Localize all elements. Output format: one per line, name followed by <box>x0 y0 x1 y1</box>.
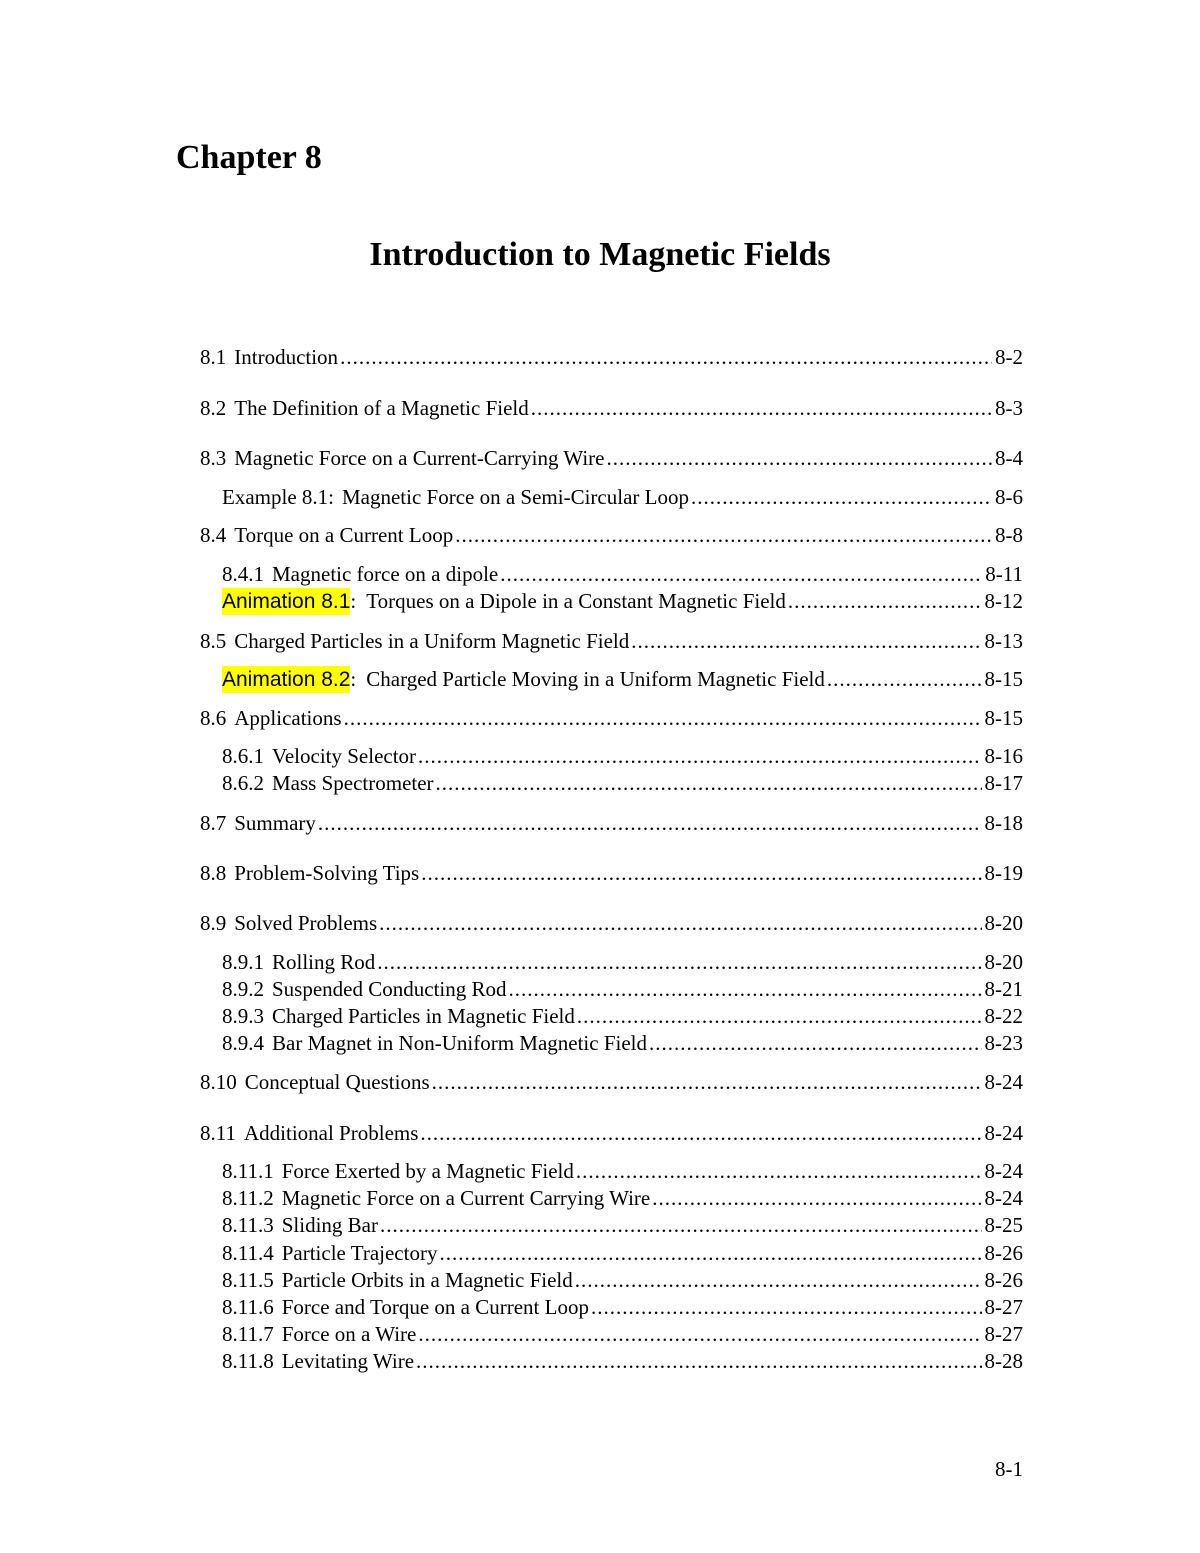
toc-page: 8-27 <box>984 1322 1023 1346</box>
toc-entry-8-11-1[interactable] <box>222 1157 1023 1185</box>
toc-leader <box>340 343 992 371</box>
page-number: 8-1 <box>995 1457 1023 1481</box>
toc-entry-8-9-3[interactable] <box>222 1002 1023 1030</box>
toc-page: 8-4 <box>995 446 1023 470</box>
toc-number: 8.11.6 <box>222 1295 274 1319</box>
toc-entry-8-4[interactable] <box>200 521 1023 549</box>
toc-leader <box>500 560 982 588</box>
toc-page: 8-27 <box>984 1295 1023 1319</box>
toc-number: 8.9.2 <box>222 977 264 1001</box>
toc-leader <box>788 587 982 615</box>
toc-page: 8-24 <box>984 1070 1023 1094</box>
toc-page: 8-11 <box>985 562 1023 586</box>
toc-leader <box>432 1068 982 1096</box>
toc-title: Charged Particle Moving in a Uniform Magnetic Field <box>366 667 825 691</box>
toc-page: 8-6 <box>995 485 1023 509</box>
toc-leader <box>416 1347 981 1375</box>
toc-number: 8.4.1 <box>222 562 264 586</box>
toc-leader <box>455 521 992 549</box>
toc-leader <box>652 1184 981 1212</box>
toc-title: The Definition of a Magnetic Field <box>234 396 529 420</box>
toc-entry-8-9-1[interactable] <box>222 948 1023 976</box>
toc-number: 8.9.4 <box>222 1031 264 1055</box>
toc-title: Magnetic Force on a Current Carrying Wire <box>281 1186 651 1210</box>
toc-number: 8.11.1 <box>222 1159 274 1183</box>
animation-link[interactable]: Animation 8.2 <box>222 666 350 693</box>
toc-leader <box>377 948 981 976</box>
toc-number: 8.6.1 <box>222 744 264 768</box>
toc-leader <box>606 444 992 472</box>
toc-page: 8-15 <box>984 667 1023 691</box>
toc-title: Charged Particles in Magnetic Field <box>272 1004 575 1028</box>
toc-entry-8-11[interactable] <box>200 1119 1023 1147</box>
toc-number: 8.4 <box>200 523 227 547</box>
toc-number: 8.3 <box>200 446 227 470</box>
toc-title: Velocity Selector <box>272 744 417 768</box>
toc-page: 8-24 <box>984 1159 1023 1183</box>
toc-page: 8-25 <box>984 1213 1023 1237</box>
toc-title: Particle Trajectory <box>281 1241 438 1265</box>
toc-title: Additional Problems <box>243 1121 419 1145</box>
animation-link[interactable]: Animation 8.1 <box>222 588 350 615</box>
toc-entry-8-11-3[interactable] <box>222 1211 1023 1239</box>
toc-entry-8-6-1[interactable] <box>222 742 1023 770</box>
toc-leader <box>576 1157 982 1185</box>
toc-entry-8-9-2[interactable] <box>222 975 1023 1003</box>
toc-title: Problem-Solving Tips <box>234 861 420 885</box>
toc-entry-animation-8-1[interactable] <box>222 587 1023 615</box>
toc-leader <box>531 394 992 422</box>
toc-number: 8.11.8 <box>222 1349 274 1373</box>
toc-page: 8-28 <box>984 1349 1023 1373</box>
toc-title: Introduction <box>234 345 339 369</box>
toc-number: 8.6 <box>200 706 227 730</box>
toc-page: 8-20 <box>984 950 1023 974</box>
toc-entry-8-6-2[interactable] <box>222 769 1023 797</box>
toc-entry-8-7[interactable] <box>200 809 1023 837</box>
toc-colon: : <box>350 589 357 613</box>
toc-entry-animation-8-2[interactable] <box>222 665 1023 693</box>
toc-title: Magnetic Force on a Current-Carrying Wire <box>234 446 605 470</box>
toc-number: 8.6.2 <box>222 771 264 795</box>
toc-leader <box>318 809 982 837</box>
toc-leader <box>418 1320 981 1348</box>
toc-page: 8-26 <box>984 1241 1023 1265</box>
toc-entry-8-11-5[interactable] <box>222 1266 1023 1294</box>
toc-title: Summary <box>234 811 316 835</box>
chapter-title: Introduction to Magnetic Fields <box>369 236 831 273</box>
toc-number: 8.11.4 <box>222 1241 274 1265</box>
toc-title: Force on a Wire <box>281 1322 417 1346</box>
toc-page: 8-19 <box>984 861 1023 885</box>
toc-leader <box>577 1002 982 1030</box>
toc-page: 8-20 <box>984 911 1023 935</box>
toc-entry-8-6[interactable] <box>200 704 1023 732</box>
toc-leader <box>379 909 981 937</box>
toc-page: 8-26 <box>984 1268 1023 1292</box>
toc-page: 8-2 <box>995 345 1023 369</box>
toc-title: Rolling Rod <box>272 950 376 974</box>
toc-number: 8.2 <box>200 396 227 420</box>
toc-title: Magnetic force on a dipole <box>272 562 499 586</box>
toc-leader <box>591 1293 982 1321</box>
toc-title: Magnetic Force on a Semi-Circular Loop <box>341 485 689 509</box>
toc-number: 8.9.1 <box>222 950 264 974</box>
toc-leader <box>649 1029 981 1057</box>
toc-page: 8-18 <box>984 811 1023 835</box>
toc-page: 8-23 <box>984 1031 1023 1055</box>
toc-entry-8-3[interactable] <box>200 444 1023 472</box>
toc-title: Force and Torque on a Current Loop <box>281 1295 589 1319</box>
toc-number: 8.11.2 <box>222 1186 274 1210</box>
toc-title: Torque on a Current Loop <box>234 523 454 547</box>
toc-number: 8.7 <box>200 811 227 835</box>
toc-entry-8-11-2[interactable] <box>222 1184 1023 1212</box>
toc-leader <box>631 627 981 655</box>
toc-title: Bar Magnet in Non-Uniform Magnetic Field <box>272 1031 648 1055</box>
toc-number: 8.11.5 <box>222 1268 274 1292</box>
toc-leader <box>380 1211 982 1239</box>
toc-number: 8.11.3 <box>222 1213 274 1237</box>
toc-entry-8-9[interactable] <box>200 909 1023 937</box>
toc-title: Applications <box>234 706 342 730</box>
toc-leader <box>827 665 982 693</box>
toc-page: 8-15 <box>984 706 1023 730</box>
toc-entry-8-5[interactable] <box>200 627 1023 655</box>
toc-title: Suspended Conducting Rod <box>272 977 507 1001</box>
toc-number: 8.11.7 <box>222 1322 274 1346</box>
toc-entry-8-8[interactable] <box>200 859 1023 887</box>
toc-entry-example-8-1[interactable] <box>222 483 1023 511</box>
toc-page: 8-24 <box>984 1121 1023 1145</box>
toc-entry-8-1[interactable] <box>200 343 1023 371</box>
toc-colon: : <box>350 667 357 691</box>
toc-entry-8-11-6[interactable] <box>222 1293 1023 1321</box>
toc-page: 8-3 <box>995 396 1023 420</box>
toc-number: 8.10 <box>200 1070 237 1094</box>
toc-entry-8-11-8[interactable] <box>222 1347 1023 1375</box>
toc-leader <box>691 483 992 511</box>
toc-entry-8-4-1[interactable] <box>222 560 1023 588</box>
toc-title: Mass Spectrometer <box>272 771 434 795</box>
toc-page: 8-8 <box>995 523 1023 547</box>
toc-page: 8-13 <box>984 629 1023 653</box>
toc-leader <box>418 742 981 770</box>
toc-leader <box>344 704 982 732</box>
toc-entry-8-2[interactable] <box>200 394 1023 422</box>
toc-leader <box>420 1119 981 1147</box>
toc-entry-8-11-7[interactable] <box>222 1320 1023 1348</box>
toc-leader <box>575 1266 982 1294</box>
toc-page: 8-16 <box>984 744 1023 768</box>
toc-title: Particle Orbits in a Magnetic Field <box>281 1268 573 1292</box>
toc-number: 8.5 <box>200 629 227 653</box>
toc-number: 8.1 <box>200 345 227 369</box>
toc-number: 8.9 <box>200 911 227 935</box>
toc-leader <box>436 769 982 797</box>
toc-page: 8-22 <box>984 1004 1023 1028</box>
toc-entry-8-9-4[interactable] <box>222 1029 1023 1057</box>
chapter-label: Chapter 8 <box>176 139 322 176</box>
toc-title: Conceptual Questions <box>244 1070 430 1094</box>
toc-title: Torques on a Dipole in a Constant Magnetic Field <box>366 589 786 613</box>
toc-number: 8.8 <box>200 861 227 885</box>
toc-page: 8-12 <box>984 589 1023 613</box>
toc-entry-8-10[interactable] <box>200 1068 1023 1096</box>
toc-page: 8-24 <box>984 1186 1023 1210</box>
toc-entry-8-11-4[interactable] <box>222 1239 1023 1267</box>
toc-leader <box>439 1239 981 1267</box>
toc-title: Sliding Bar <box>281 1213 378 1237</box>
toc-title: Solved Problems <box>234 911 378 935</box>
toc-page: 8-17 <box>984 771 1023 795</box>
toc-leader <box>421 859 981 887</box>
toc-page: 8-21 <box>984 977 1023 1001</box>
toc-title: Levitating Wire <box>281 1349 415 1373</box>
toc-title: Force Exerted by a Magnetic Field <box>281 1159 574 1183</box>
toc-number: 8.9.3 <box>222 1004 264 1028</box>
toc-number: 8.11 <box>200 1121 236 1145</box>
toc-title: Charged Particles in a Uniform Magnetic Field <box>234 629 630 653</box>
toc-example-label: Example 8.1: <box>222 485 334 509</box>
toc-leader <box>509 975 982 1003</box>
